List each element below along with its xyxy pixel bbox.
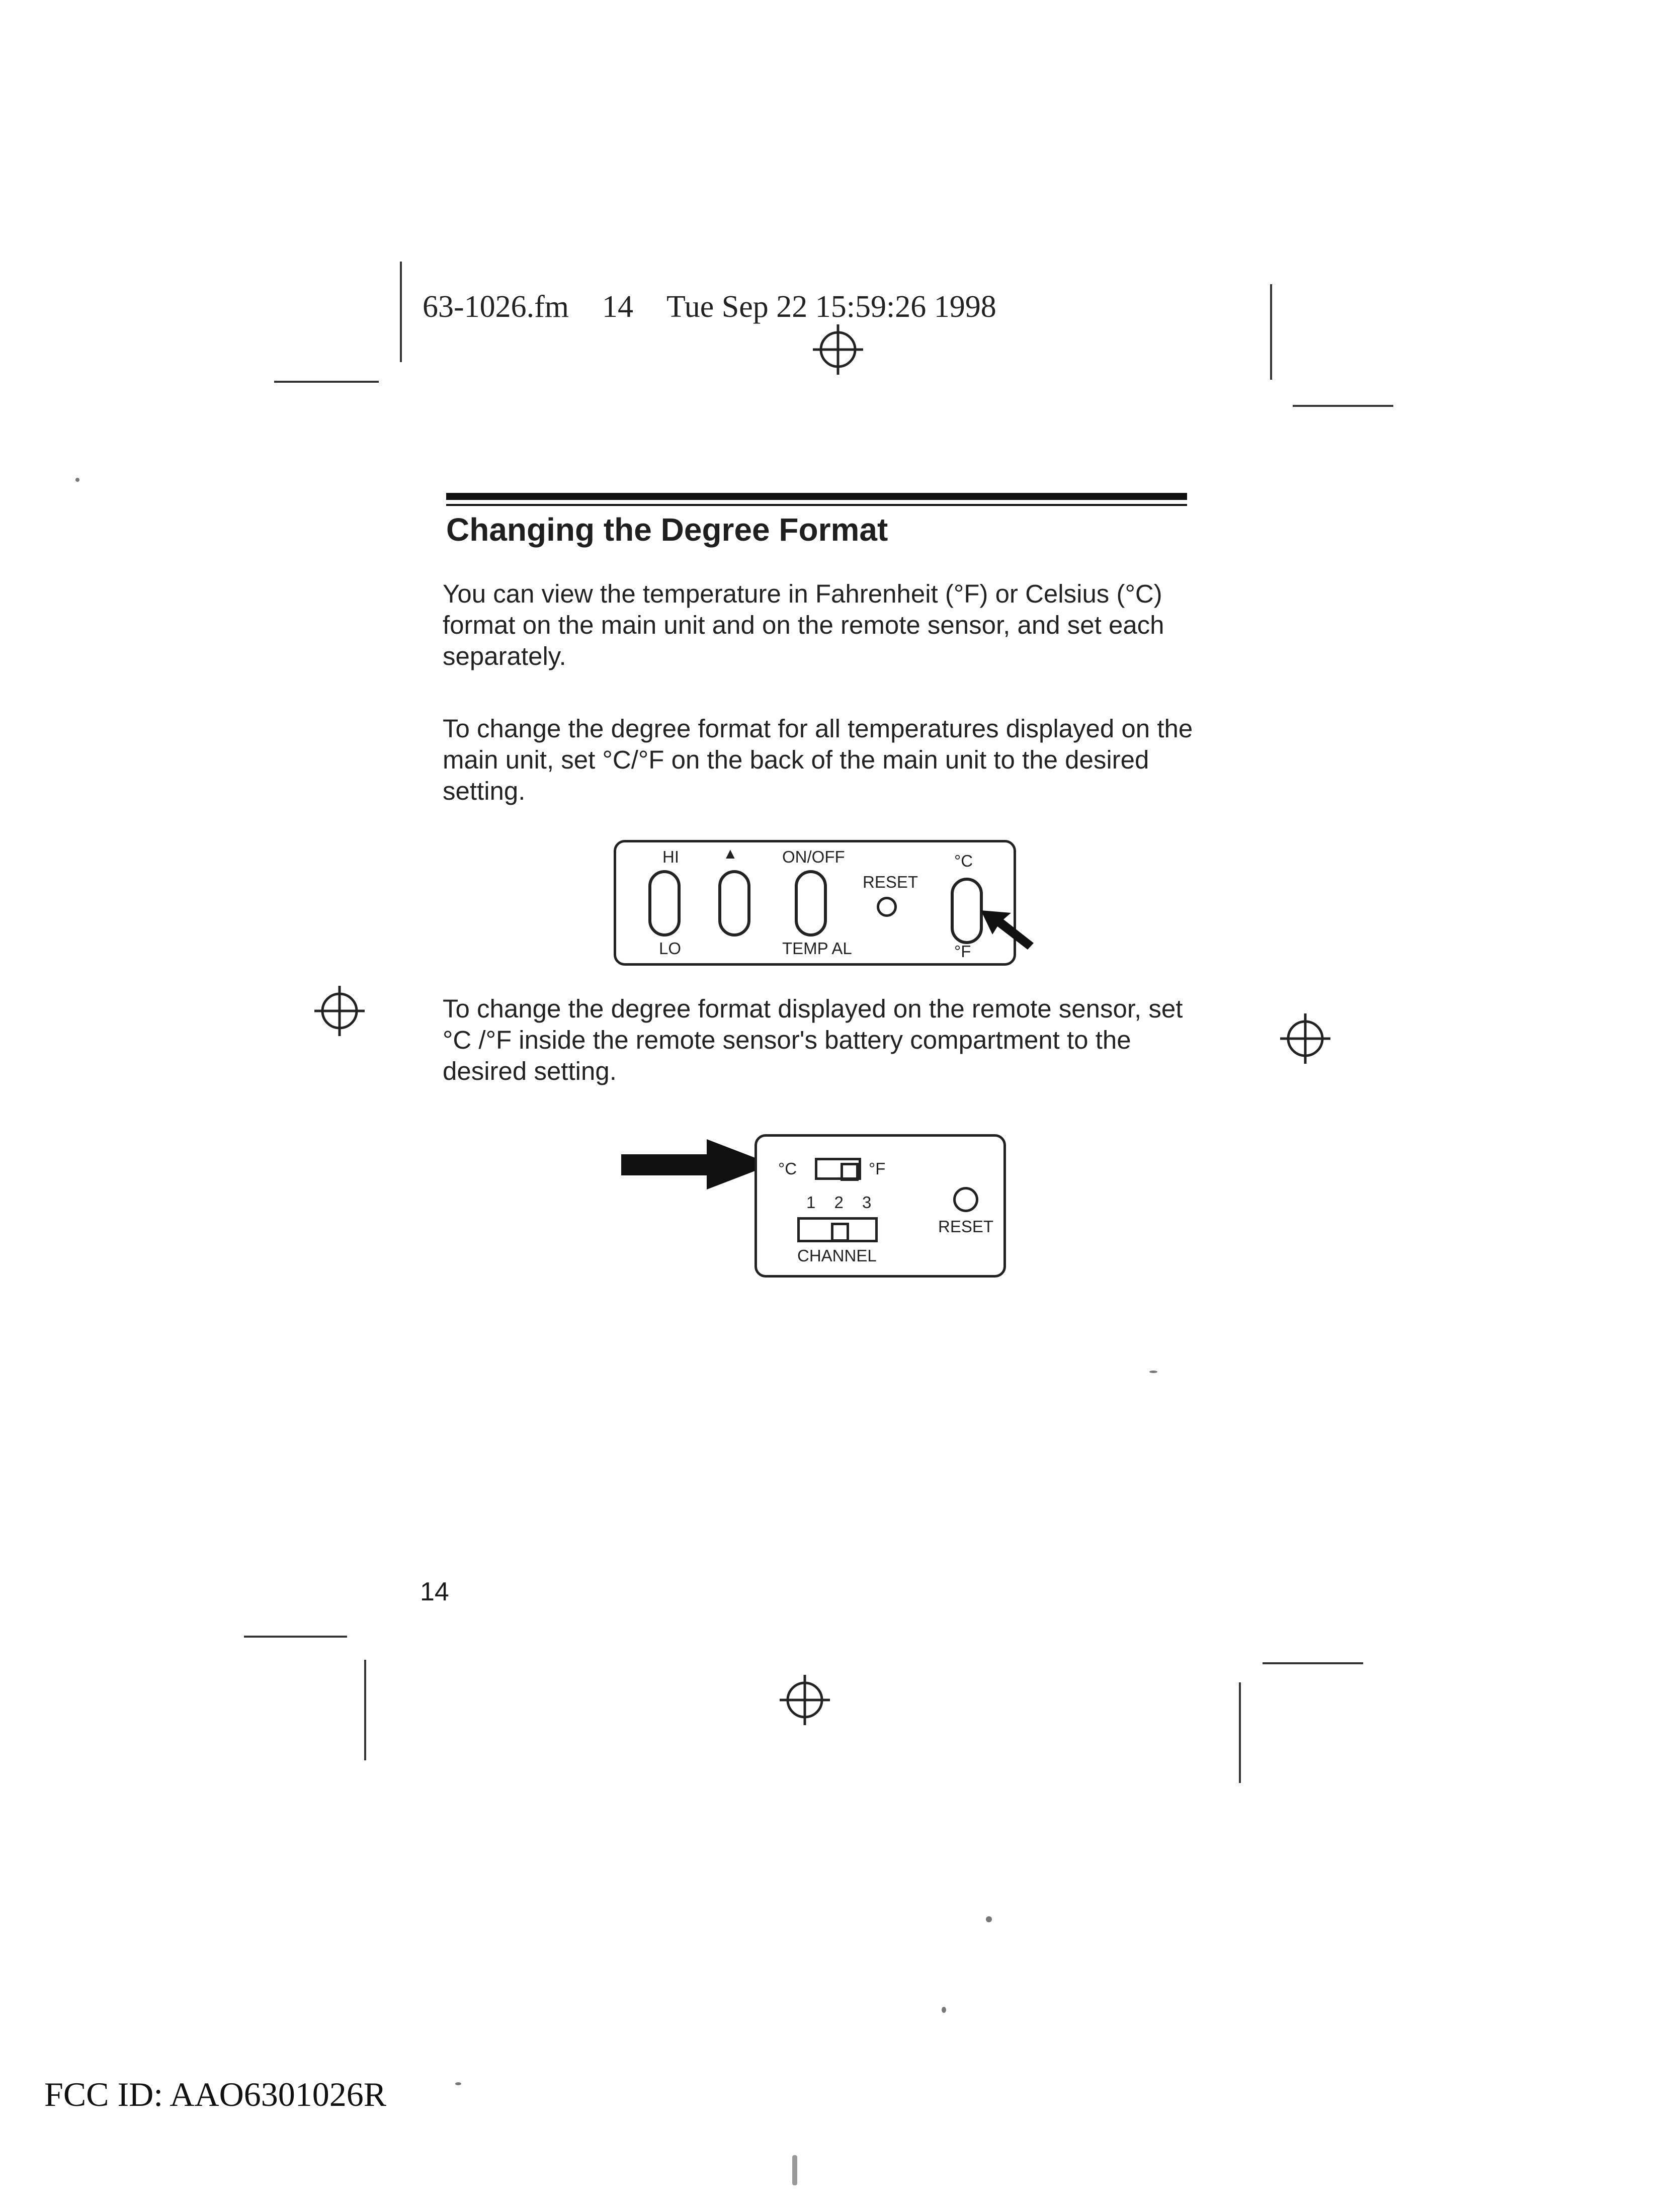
sensor-deg-c-label: °C — [778, 1159, 797, 1178]
up-arrow-icon: ▲ — [723, 845, 738, 862]
scan-speck — [792, 2155, 797, 2185]
scan-speck — [986, 1916, 992, 1922]
header-page: 14 — [602, 290, 634, 324]
deg-f-label: °F — [954, 942, 971, 961]
crop-mark — [244, 1636, 347, 1638]
pointer-arrow-icon — [973, 890, 1044, 956]
registration-mark-icon — [777, 1672, 832, 1728]
registration-mark-icon — [1278, 1011, 1333, 1066]
header-timestamp: Tue Sep 22 15:59:26 1998 — [666, 290, 996, 324]
section-rule — [446, 493, 1187, 500]
crop-mark — [1263, 1662, 1363, 1664]
registration-mark-icon — [312, 983, 367, 1039]
reset-label: RESET — [863, 873, 918, 891]
on-off-label: ON/OFF — [782, 847, 845, 866]
channel-slide-switch[interactable] — [797, 1217, 878, 1242]
channel-label: CHANNEL — [797, 1246, 877, 1265]
crop-mark — [400, 262, 402, 362]
page-header — [423, 289, 996, 325]
crop-mark — [1270, 284, 1272, 380]
crop-mark — [1239, 1682, 1241, 1783]
registration-mark-icon — [810, 322, 866, 377]
paragraph-remote-sensor: To change the degree format displayed on the remote sensor, set °C /°F inside the remote sensor's battery compartment to the desired setting. — [443, 994, 1183, 1085]
scan-speck — [942, 2007, 946, 2013]
sensor-degree-slide-switch[interactable] — [815, 1158, 861, 1180]
section-title: Changing the Degree Format — [446, 512, 888, 548]
remote-sensor-battery-panel — [754, 1134, 1006, 1278]
sensor-deg-f-label: °F — [869, 1159, 886, 1178]
reset-button[interactable] — [877, 897, 897, 917]
crop-mark — [274, 381, 379, 383]
crop-mark — [364, 1660, 366, 1760]
section-rule — [446, 504, 1187, 506]
header-filename: 63-1026.fm — [423, 290, 569, 324]
scan-speck — [1149, 1371, 1157, 1373]
on-off-temp-al-switch[interactable] — [795, 870, 827, 937]
up-switch[interactable] — [718, 870, 750, 937]
crop-mark — [1293, 405, 1393, 407]
fcc-id: FCC ID: AAO6301026R — [44, 2075, 387, 2113]
paragraph-intro: You can view the temperature in Fahrenheit (°F) or Celsius (°C) format on the main unit and on the remote sensor, and set each separately. — [443, 579, 1164, 670]
main-unit-back-panel — [614, 840, 1016, 966]
sensor-reset-button[interactable] — [953, 1187, 978, 1212]
lo-label: LO — [659, 939, 682, 958]
page-number: 14 — [420, 1577, 449, 1606]
paragraph-main-unit: To change the degree format for all temperatures displayed on the main unit, set °C/°F on the back of the main unit to the desired setting. — [443, 714, 1193, 805]
sensor-reset-label: RESET — [938, 1217, 994, 1236]
channel-numbers: 1 2 3 — [806, 1193, 879, 1212]
hi-label: HI — [662, 847, 679, 866]
hi-lo-switch[interactable] — [648, 870, 681, 937]
temp-al-label: TEMP AL — [782, 939, 852, 958]
deg-c-label: °C — [954, 852, 973, 870]
scan-speck — [455, 2082, 461, 2085]
pointer-arrow-icon — [621, 1134, 777, 1195]
scan-speck — [75, 478, 79, 482]
